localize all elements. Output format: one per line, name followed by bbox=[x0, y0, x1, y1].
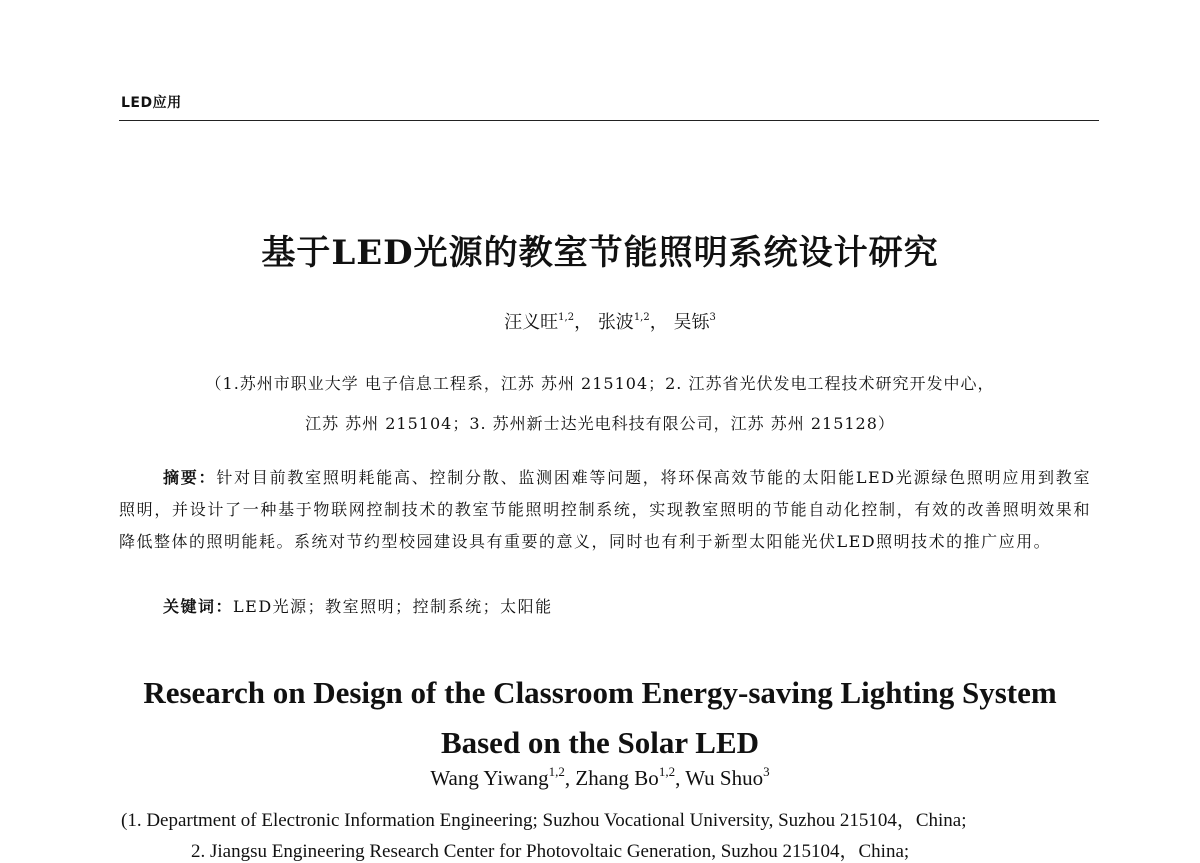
keywords-text: LED光源；教室照明；控制系统；太阳能 bbox=[233, 597, 553, 616]
author-affiliation-marker: 3 bbox=[709, 312, 716, 323]
header-rule bbox=[119, 120, 1099, 121]
chinese-abstract bbox=[119, 462, 1091, 558]
author-affiliation-marker: 1,2 bbox=[548, 764, 565, 779]
author-name: 汪义旺 bbox=[504, 312, 559, 333]
english-affiliation-line-1: (1. Department of Electronic Information Engineering; Suzhou Vocational University, Suzhou 215104，China; bbox=[121, 810, 967, 831]
author-name: 张波 bbox=[597, 312, 634, 333]
author-affiliation-marker: 1,2 bbox=[558, 312, 575, 323]
english-affiliation-line-2: 2. Jiangsu Engineering Research Center for Photovoltaic Generation, Suzhou 215104，China; bbox=[191, 841, 910, 862]
english-title-line-1: Research on Design of the Classroom Energy-saving Lighting System bbox=[143, 675, 1057, 710]
author-name: Wang Yiwang bbox=[430, 766, 549, 790]
chinese-affiliation-line-2: 江苏 苏州 215104；3. 苏州新士达光电科技有限公司，江苏 苏州 215128） bbox=[305, 414, 895, 433]
author-separator: , bbox=[564, 766, 576, 790]
chinese-title: 基于LED光源的教室节能照明系统设计研究 bbox=[261, 233, 939, 273]
author-affiliation-marker: 3 bbox=[763, 764, 770, 779]
abstract-text: 针对目前教室照明耗能高、控制分散、监测困难等问题，将环保高效节能的太阳能LED光源绿色照明应用到教室照明，并设计了一种基于物联网控制技术的教室节能照明控制系统，实现教室照明的节能自动化控制，有效的改善照明效果和降低整体的照明能耗。系统对节约型校园建设具有重要的意义，同时也有利于新型太阳能光伏LED照明技术的推广应用。 bbox=[119, 468, 1091, 551]
chinese-authors bbox=[0, 308, 1200, 334]
running-head: LED应用 bbox=[121, 95, 182, 111]
chinese-affiliation-line-1: （1.苏州市职业大学 电子信息工程系，江苏 苏州 215104；2. 江苏省光伏发电工程技术研究开发中心， bbox=[205, 374, 995, 393]
author-name: Wu Shuo bbox=[685, 766, 764, 790]
english-authors bbox=[0, 764, 1200, 791]
author-name: 吴铄 bbox=[673, 312, 710, 333]
abstract-label: 摘要： bbox=[163, 468, 217, 487]
author-separator: ， bbox=[649, 312, 668, 333]
author-name: Zhang Bo bbox=[575, 766, 659, 790]
chinese-keywords bbox=[163, 594, 553, 617]
english-title-line-2: Based on the Solar LED bbox=[440, 725, 760, 760]
author-affiliation-marker: 1,2 bbox=[633, 312, 650, 323]
author-affiliation-marker: 1,2 bbox=[658, 764, 676, 779]
keywords-label: 关键词： bbox=[163, 597, 234, 616]
author-separator: ， bbox=[574, 312, 593, 333]
author-separator: , bbox=[675, 766, 686, 790]
